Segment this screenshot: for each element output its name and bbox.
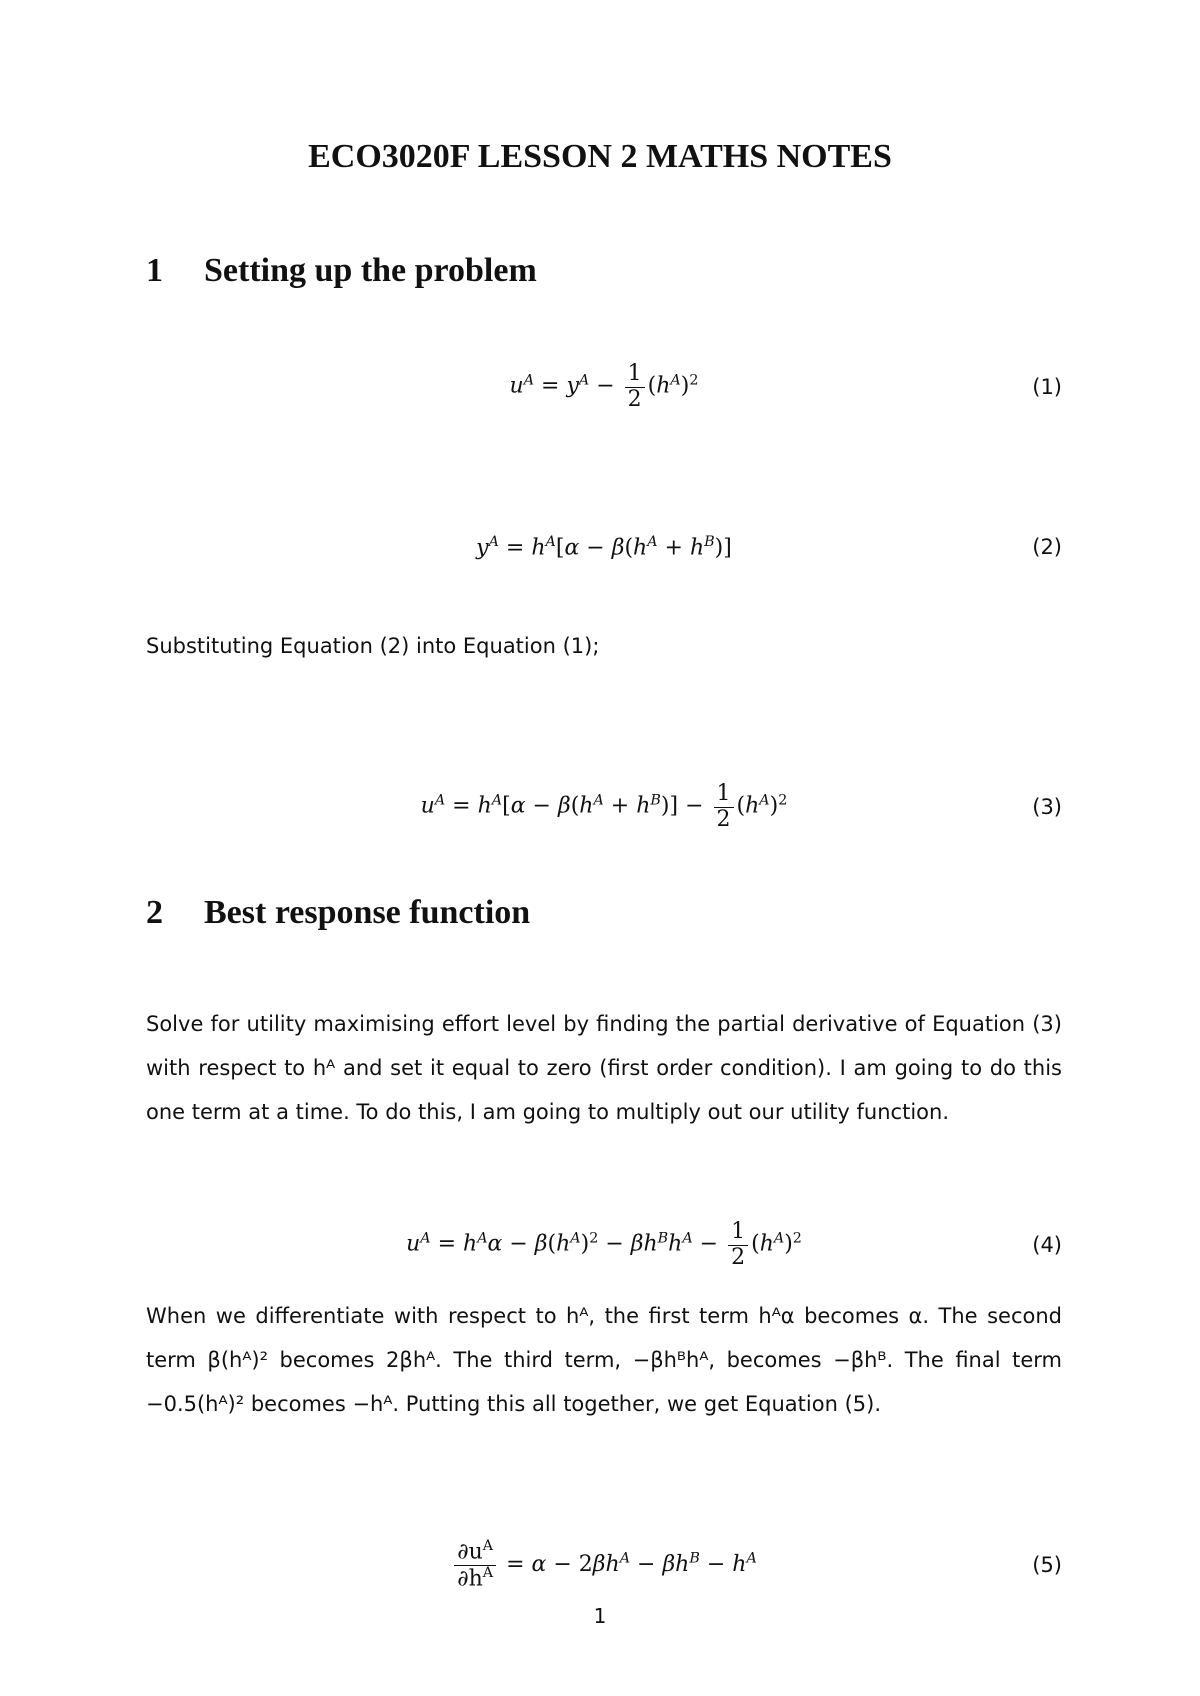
equation-4-math: $u^A = h^A\alpha - \beta(h^A)^2 - \beta h^Bh^A$ − $\frac{1}{2}$ $(h^A)^2$ <box>406 1219 802 1270</box>
page-number: 1 <box>593 1604 607 1628</box>
section-title: Setting up the problem <box>204 252 537 289</box>
section-heading-1 <box>146 252 537 290</box>
equation-number: (1) <box>1032 375 1062 399</box>
equation-number: (2) <box>1032 535 1062 559</box>
equation-5-math: $\frac{\partial u^A}{\partial h^A}$ = $\alpha - 2\beta h^A - \beta h^B - h^A$ <box>451 1539 757 1591</box>
document-title: ECO3020F LESSON 2 MATHS NOTES <box>308 138 892 175</box>
equation-2-math: $y^A = h^A[\alpha - \beta(h^A + h^B)]$ <box>476 533 732 561</box>
equation-3 <box>146 772 1062 842</box>
section-title: Best response function <box>204 894 531 931</box>
equation-number: (4) <box>1032 1233 1062 1257</box>
section-number: 2 <box>146 894 163 931</box>
equation-4 <box>146 1210 1062 1280</box>
equation-number: (3) <box>1032 795 1062 819</box>
section-number: 1 <box>146 252 163 289</box>
equation-1-math: $u^A = y^A$ − $\frac{1}{2}$ $(h^A)^2$ <box>509 361 699 412</box>
differentiate-paragraph: When we differentiate with respect to hᴬ, the first term hᴬα becomes α. The second term β(hᴬ)² becomes 2βhᴬ. The third term, −βhᴮhᴬ, becomes −βhᴮ. The final term −0.5(hᴬ)² becomes −hᴬ. Putting this all together, we get Equation (5). <box>146 1304 1062 1416</box>
equation-3-math: $u^A = h^A[\alpha - \beta(h^A + h^B)]$ − $\frac{1}{2}$ $(h^A)^2$ <box>420 781 788 832</box>
equation-2 <box>146 512 1062 582</box>
section-heading-2 <box>146 894 530 932</box>
equation-5 <box>146 1530 1062 1600</box>
foc-paragraph: Solve for utility maximising effort level by finding the partial derivative of Equation (3) with respect to hᴬ and set it equal to zero (first order condition). I am going to do this one term at a time. To do this, I am going to multiply out our utility function. <box>146 1012 1062 1124</box>
equation-1 <box>146 352 1062 422</box>
equation-number: (5) <box>1032 1553 1062 1577</box>
substitution-paragraph: Substituting Equation (2) into Equation (1); <box>146 634 600 658</box>
